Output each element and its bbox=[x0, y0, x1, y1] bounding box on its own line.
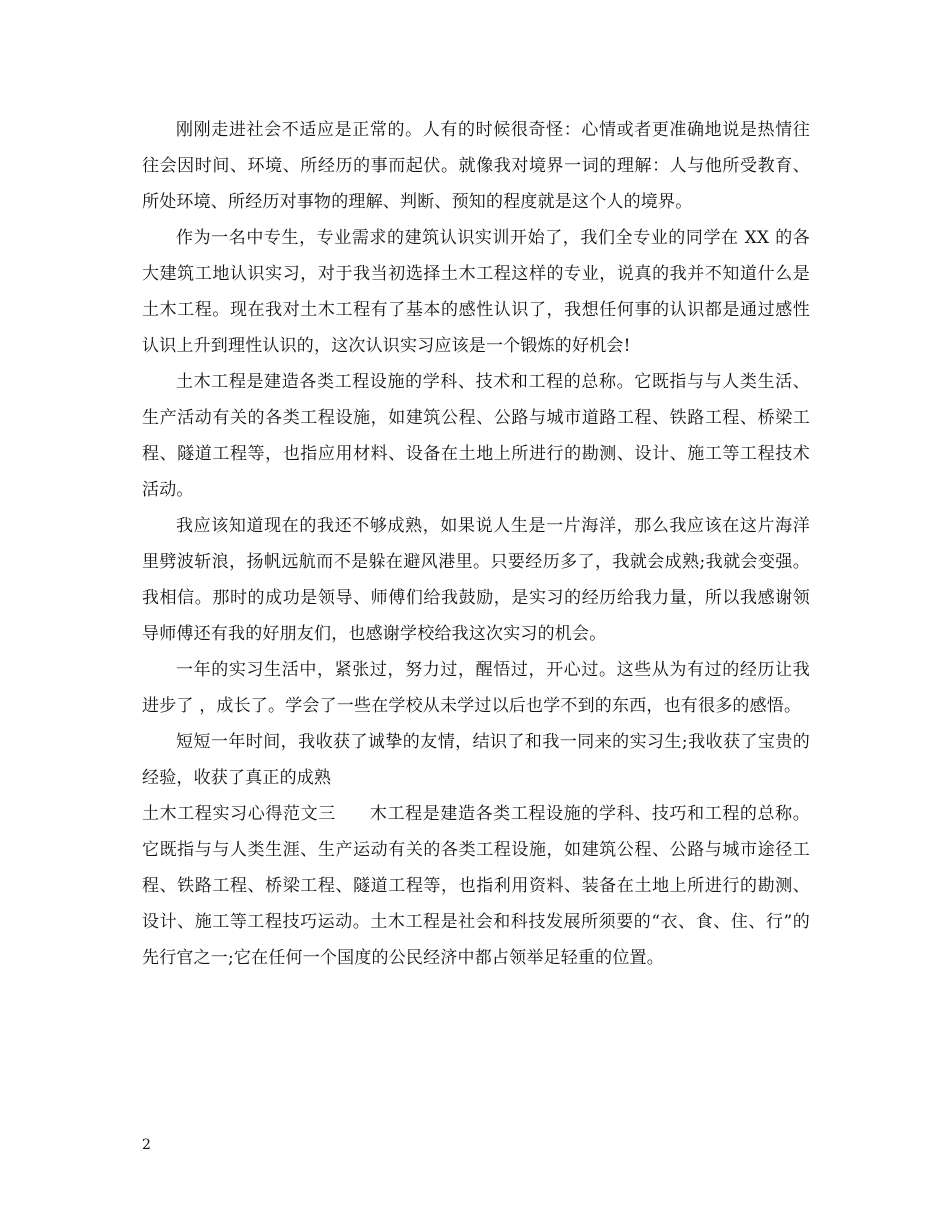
paragraph-1: 刚刚走进社会不适应是正常的。人有的时候很奇怪：心情或者更准确地说是热情往往会因时间、环境、所经历的事而起伏。就像我对境界一词的理解：人与他所受教育、所处环境、所经历对事物的理解、判断、预知的程度就是这个人的境界。 bbox=[142, 120, 810, 212]
section-heading: 土木工程实习心得范文三 bbox=[142, 804, 336, 824]
paragraph-6: 短短一年时间，我收获了诚挚的友情，结识了和我一同来的实习生;我收获了宝贵的经验，收获了真正的成熟 bbox=[142, 732, 810, 788]
section-paragraph bbox=[142, 796, 810, 976]
paragraph-4: 我应该知道现在的我还不够成熟，如果说人生是一片海洋，那么我应该在这片海洋里劈波斩浪，扬帆远航而不是躲在避风港里。只要经历多了，我就会成熟;我就会变强。我相信。那时的成功是领导、师傅们给我鼓励，是实习的经历给我力量，所以我感谢领导师傅还有我的好朋友们，也感谢学校给我这次实习的机会。 bbox=[142, 516, 810, 644]
paragraph-2: 作为一名中专生，专业需求的建筑认识实训开始了，我们全专业的同学在 XX 的各大建筑工地认识实习，对于我当初选择土木工程这样的专业，说真的我并不知道什么是土木工程。现在我对土木工程有了基本的感性认识了，我想任何事的认识都是通过感性认识上升到理性认识的，这次认识实习应该是一个锻炼的好机会! bbox=[142, 228, 810, 356]
section-text: 木工程是建造各类工程设施的学科、技巧和工程的总称。它既指与与人类生涯、生产运动有关的各类工程设施，如建筑公程、公路与城市途径工程、铁路工程、桥梁工程、隧道工程等，也指利用资料、装备在土地上所进行的勘测、设计、施工等工程技巧运动。土木工程是社会和科技发展所须要的“衣、食、住、行”的先行官之一;它在任何一个国度的公民经济中都占领举足轻重的位置。 bbox=[142, 804, 811, 968]
paragraph-5: 一年的实习生活中，紧张过，努力过，醒悟过，开心过。这些从为有过的经历让我进步了 ，成长了。学会了一些在学校从未学过以后也学不到的东西，也有很多的感悟。 bbox=[142, 660, 810, 716]
document-body bbox=[142, 112, 810, 976]
page-number: 2 bbox=[142, 1137, 151, 1153]
paragraph-3: 土木工程是建造各类工程设施的学科、技术和工程的总称。它既指与与人类生活、生产活动有关的各类工程设施，如建筑公程、公路与城市道路工程、铁路工程、桥梁工程、隧道工程等，也指应用材料、设备在土地上所进行的勘测、设计、施工等工程技术活动。 bbox=[142, 372, 810, 500]
